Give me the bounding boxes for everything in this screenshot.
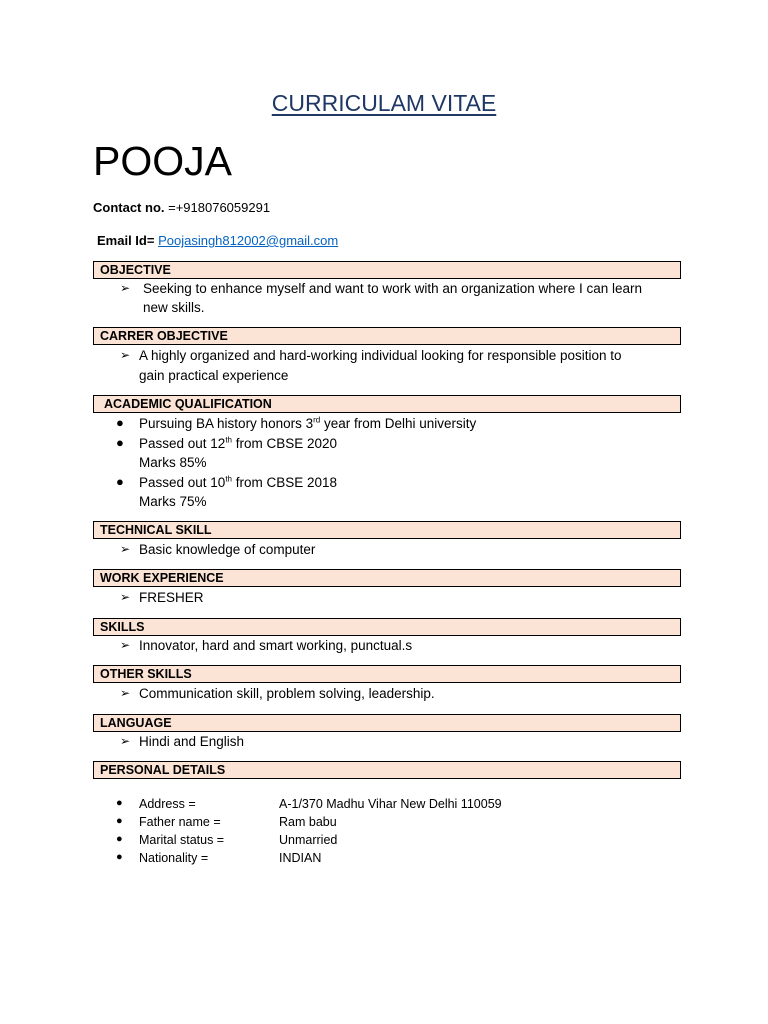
- personal-details-heading: PERSONAL DETAILS: [93, 761, 681, 779]
- email-label: Email Id=: [97, 233, 155, 248]
- career-objective-line2: gain practical experience: [139, 368, 289, 383]
- academic-item-1-a: Pursuing BA history honors 3: [139, 416, 314, 431]
- academic-item-3-marks: Marks 75%: [139, 494, 207, 509]
- academic-item-3-sup: th: [225, 474, 232, 484]
- dot-bullet-icon: ●: [116, 815, 123, 827]
- work-experience-heading: WORK EXPERIENCE: [93, 569, 681, 587]
- personal-value-address: A-1/370 Madhu Vihar New Delhi 110059: [279, 797, 502, 811]
- academic-item-2: [139, 434, 337, 453]
- objective-heading: OBJECTIVE: [93, 261, 681, 279]
- dot-bullet-icon: ●: [116, 797, 123, 809]
- academic-item-2-a: Passed out 12: [139, 436, 226, 451]
- dot-bullet-icon: ●: [116, 474, 124, 489]
- academic-item-2-b: from CBSE 2020: [232, 436, 338, 451]
- skills-text: Innovator, hard and smart working, punctual.s: [139, 638, 413, 653]
- technical-skill-text: Basic knowledge of computer: [139, 542, 316, 557]
- personal-value-nationality: INDIAN: [279, 851, 322, 865]
- other-skills-heading: OTHER SKILLS: [93, 665, 681, 683]
- personal-label-address: Address =: [139, 797, 196, 811]
- academic-item-1: [139, 414, 476, 433]
- arrow-bullet-icon: ➢: [120, 281, 131, 295]
- arrow-bullet-icon: ➢: [120, 542, 131, 556]
- document-title: CURRICULAM VITAE: [271, 90, 497, 116]
- academic-item-1-sup: rd: [313, 415, 321, 425]
- objective-text-line2: new skills.: [143, 300, 205, 315]
- career-objective-line1: A highly organized and hard-working individual looking for responsible position to: [139, 348, 622, 363]
- academic-item-3-b: from CBSE 2018: [232, 475, 338, 490]
- arrow-bullet-icon: ➢: [120, 686, 131, 700]
- candidate-name: POOJA: [93, 138, 232, 184]
- language-text: Hindi and English: [139, 734, 245, 749]
- dot-bullet-icon: ●: [116, 851, 123, 863]
- other-skills-text: Communication skill, problem solving, leadership.: [139, 686, 435, 701]
- personal-label-marital: Marital status =: [139, 833, 225, 847]
- academic-item-2-sup: th: [225, 435, 232, 445]
- arrow-bullet-icon: ➢: [120, 348, 131, 362]
- academic-item-2-marks: Marks 85%: [139, 455, 207, 470]
- personal-value-father: Ram babu: [279, 815, 337, 829]
- arrow-bullet-icon: ➢: [120, 638, 131, 652]
- personal-value-marital: Unmarried: [279, 833, 338, 847]
- language-heading: LANGUAGE: [93, 714, 681, 732]
- technical-skill-heading: TECHNICAL SKILL: [93, 521, 681, 539]
- dot-bullet-icon: ●: [116, 435, 124, 450]
- contact-line: [93, 200, 270, 215]
- academic-heading: ACADEMIC QUALIFICATION: [93, 395, 681, 413]
- contact-label: Contact no.: [93, 200, 165, 215]
- dot-bullet-icon: ●: [116, 833, 123, 845]
- objective-text-line1: Seeking to enhance myself and want to work with an organization where I can learn: [143, 281, 643, 296]
- personal-label-father: Father name =: [139, 815, 221, 829]
- personal-label-nationality: Nationality =: [139, 851, 209, 865]
- email-line: [97, 233, 338, 248]
- work-experience-text: FRESHER: [139, 590, 204, 605]
- dot-bullet-icon: ●: [116, 415, 124, 430]
- academic-item-3-a: Passed out 10: [139, 475, 226, 490]
- career-objective-heading: CARRER OBJECTIVE: [93, 327, 681, 345]
- skills-heading: SKILLS: [93, 618, 681, 636]
- academic-item-1-b: year from Delhi university: [320, 416, 477, 431]
- email-link[interactable]: Poojasingh812002@gmail.com: [158, 233, 339, 248]
- contact-value: =+918076059291: [164, 200, 271, 215]
- arrow-bullet-icon: ➢: [120, 590, 131, 604]
- arrow-bullet-icon: ➢: [120, 734, 131, 748]
- academic-item-3: [139, 473, 337, 492]
